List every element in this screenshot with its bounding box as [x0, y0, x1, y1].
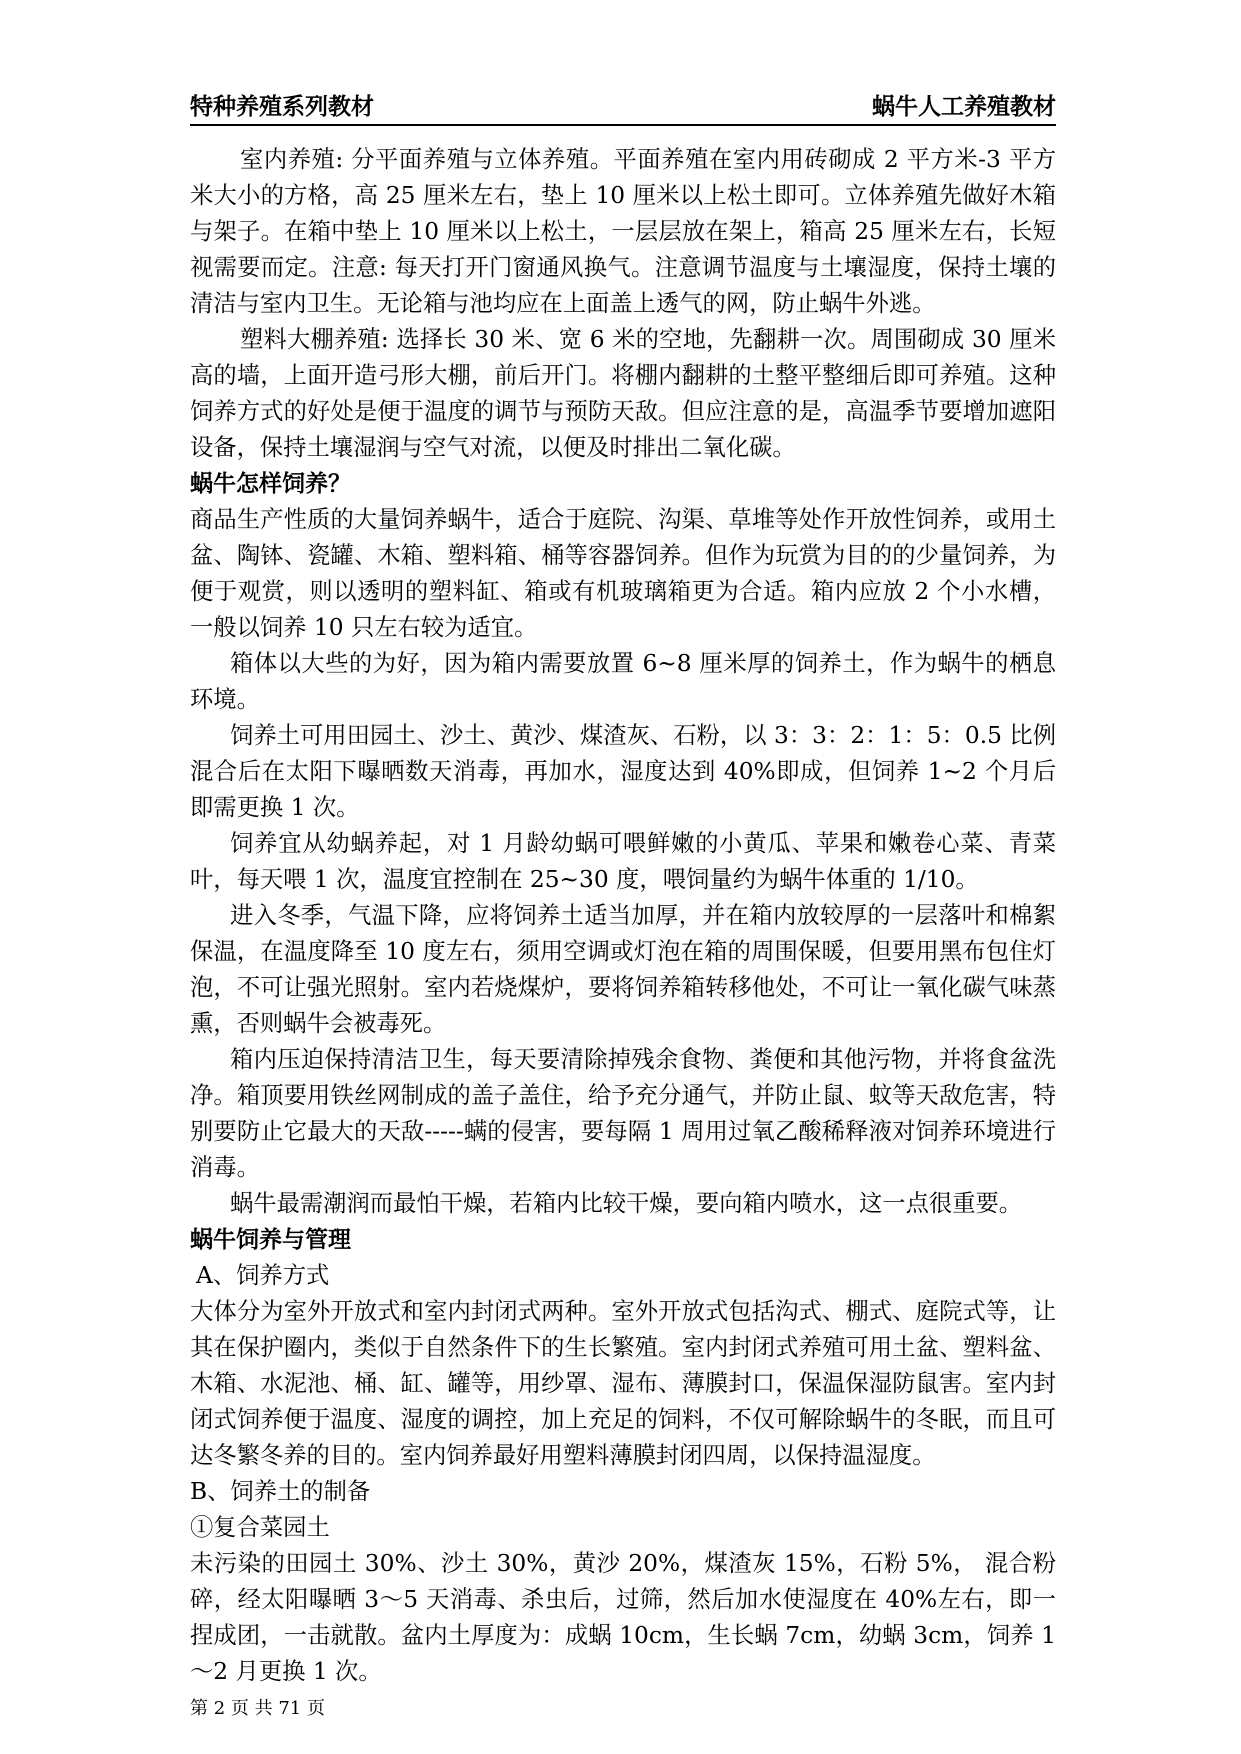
- subheading-soil-preparation: B、饲养土的制备: [190, 1478, 371, 1505]
- header-book-title: 蜗牛人工养殖教材: [872, 94, 1056, 120]
- paragraph-greenhouse-breeding: 塑料大棚养殖: 选择长 30 米、宽 6 米的空地，先翻耕一次。周围砌成 30 厘米高的墙，上面开造弓形大棚，前后开门。将棚内翻耕的土整平整细后即可养殖。这种饲养方式的好处是便于温度的调节与预防天敌。但应注意的是，高温季节要增加遮阳设备，保持土壤湿润与空气对流，以便及时排出二氧化碳。: [190, 326, 1056, 461]
- subheading-feeding-method: A、饲养方式: [196, 1262, 330, 1289]
- page-header: [190, 88, 1056, 126]
- paragraph-humidity: 蜗牛最需潮润而最怕干燥，若箱内比较干燥，要向箱内喷水，这一点很重要。: [230, 1190, 1023, 1217]
- paragraph-hygiene: 箱内压迫保持清洁卫生，每天要清除掉残余食物、粪便和其他污物，并将食盆洗净。箱顶要用铁丝网制成的盖子盖住，给予充分通气，并防止鼠、蚊等天敌危害，特别要防止它最大的天敌-----螨的侵害，要每隔 1 周用过氧乙酸稀释液对饲养环境进行消毒。: [190, 1046, 1056, 1181]
- paragraph-indoor-breeding: 室内养殖: 分平面养殖与立体养殖。平面养殖在室内用砖砌成 2 平方米-3 平方米大小的方格，高 25 厘米左右，垫上 10 厘米以上松土即可。立体养殖先做好木箱与架子。在箱中垫上 10 厘米以上松土，一层层放在架上，箱高 25 厘米左右，长短视需要而定。注意: 每天打开门窗通风换气。注意调节温度与土壤湿度，保持土壤的清洁与室内卫生。无论箱与池均应在上面盖上透气的网，防止蜗牛外逃。: [190, 146, 1056, 317]
- paragraph-winter-care: 进入冬季，气温下降，应将饲养土适当加厚，并在箱内放较厚的一层落叶和棉絮保温，在温度降至 10 度左右，须用空调或灯泡在箱的周围保暖，但要用黑布包住灯泡，不可让强光照射。室内若烧煤炉，要将饲养箱转移他处，不可让一氧化碳气味蒸熏，否则蜗牛会被毒死。: [190, 902, 1056, 1037]
- header-series-title: 特种养殖系列教材: [190, 94, 374, 120]
- paragraph-commercial-raising: 商品生产性质的大量饲养蜗牛，适合于庭院、沟渠、草堆等处作开放性饲养，或用土盆、陶钵、瓷罐、木箱、塑料箱、桶等容器饲养。但作为玩赏为目的的少量饲养，为便于观赏，则以透明的塑料缸、箱或有机玻璃箱更为合适。箱内应放 2 个小水槽，一般以饲养 10 只左右较为适宜。: [190, 506, 1056, 641]
- paragraph-feeding-soil: 饲养土可用田园土、沙土、黄沙、煤渣灰、石粉，以 3：3：2：1：5：0.5 比例混合后在太阳下曝晒数天消毒，再加水，湿度达到 40%即成，但饲养 1~2 个月后即需更换 1 次。: [190, 722, 1056, 821]
- paragraph-feeding-method: 大体分为室外开放式和室内封闭式两种。室外开放式包括沟式、棚式、庭院式等，让其在保护圈内，类似于自然条件下的生长繁殖。室内封闭式养殖可用土盆、塑料盆、木箱、水泥池、桶、缸、罐等，用纱罩、湿布、薄膜封口，保温保湿防鼠害。室内封闭式饲养便于温度、湿度的调控，加上充足的饲料，不仅可解除蜗牛的冬眠，而且可达冬繁冬养的目的。室内饲养最好用塑料薄膜封闭四周，以保持温湿度。: [190, 1298, 1056, 1469]
- section-heading-how-to-raise: 蜗牛怎样饲养？: [190, 471, 351, 497]
- paragraph-compound-soil: 未污染的田园土 30%、沙土 30%，黄沙 20%，煤渣灰 15%，石粉 5%， 混合粉碎，经太阳曝晒 3～5 天消毒、杀虫后，过筛，然后加水使湿度在 40%左右，即一捏成团，一击就散。盆内土厚度为：成蜗 10cm，生长蜗 7cm，幼蜗 3cm，饲养 1～2 月更换 1 次。: [190, 1550, 1056, 1685]
- page-footer: 第 2 页 共 71 页: [190, 1698, 325, 1719]
- page-body: [190, 142, 1056, 1690]
- paragraph-young-snail-feeding: 饲养宜从幼蜗养起，对 1 月龄幼蜗可喂鲜嫩的小黄瓜、苹果和嫩卷心菜、青菜叶，每天喂 1 次，温度宜控制在 25~30 度，喂饲量约为蜗牛体重的 1/10。: [190, 830, 1056, 893]
- subheading-compound-soil: ①复合菜园土: [190, 1514, 330, 1541]
- paragraph-box-size: 箱体以大些的为好，因为箱内需要放置 6~8 厘米厚的饲养土，作为蜗牛的栖息环境。: [190, 650, 1056, 713]
- section-heading-management: 蜗牛饲养与管理: [190, 1227, 351, 1253]
